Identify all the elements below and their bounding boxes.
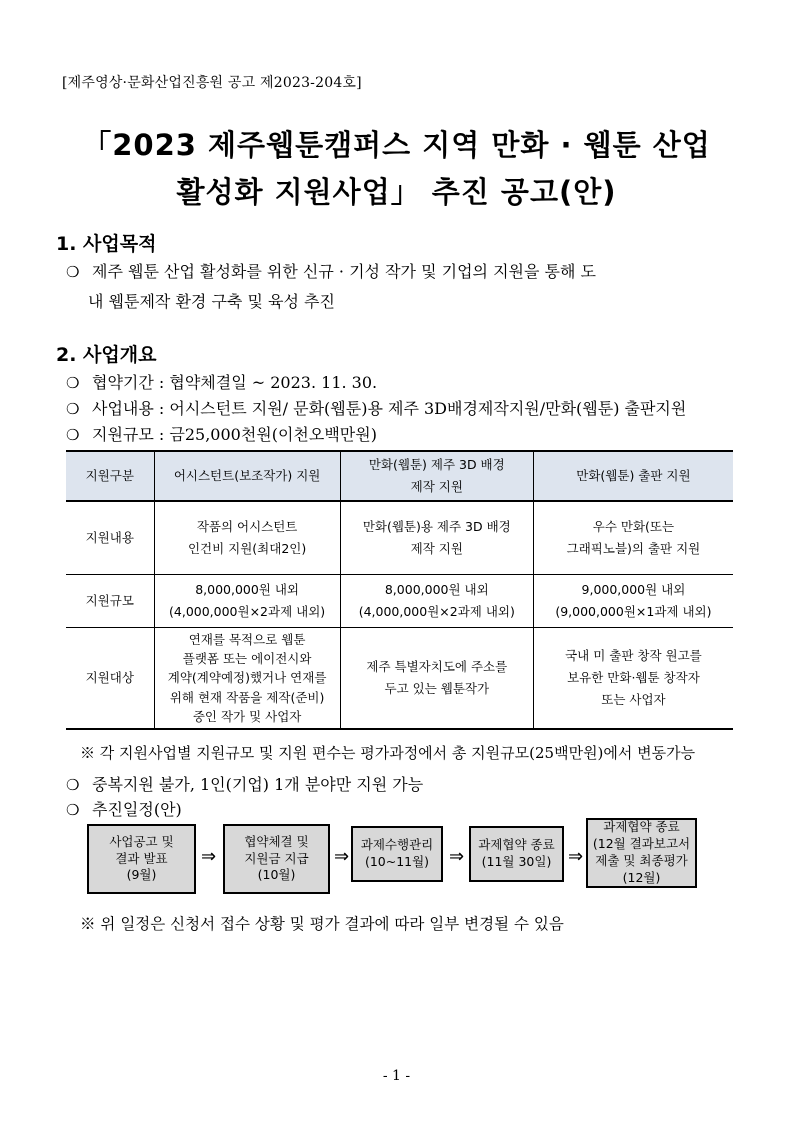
table-cell: 국내 미 출판 창작 원고를 보유한 만화·웹툰 창작자 또는 사업자: [533, 628, 733, 730]
section1-text-line1: 제주 웹툰 산업 활성화를 위한 신규 · 기성 작가 및 기업의 지원을 통해 도: [92, 262, 596, 281]
circle-bullet-icon: ❍: [66, 801, 80, 819]
support-table: [66, 450, 733, 730]
section1-bullet: [66, 259, 596, 282]
duplicate-support-text: 중복지원 불가, 1인(기업) 1개 분야만 지원 가능: [92, 775, 424, 794]
right-double-arrow-icon: ⇒: [201, 846, 217, 867]
overview-bullet-scale: [66, 422, 377, 445]
page-title-line1: 「2023 제주웹툰캠퍼스 지역 만화 · 웹툰 산업: [82, 128, 711, 162]
circle-bullet-icon: ❍: [66, 400, 80, 418]
overview-content-text: 사업내용 : 어시스턴트 지원/ 문화(웹툰)용 제주 3D배경제작지원/만화(웹툰) 출판지원: [92, 399, 687, 418]
schedule-step-agreement: 협약체결 및 지원금 지급 (10월): [223, 824, 330, 894]
table-row: [66, 628, 733, 730]
table-header-cell: 어시스턴트(보조작가) 지원: [154, 451, 340, 501]
table-header-cell: 만화(웹툰) 제주 3D 배경 제작 지원: [340, 451, 533, 501]
table-cell: 9,000,000원 내외 (9,000,000원×1과제 내외): [533, 575, 733, 628]
circle-bullet-icon: ❍: [66, 374, 80, 392]
schedule-step-management: 과제수행관리 (10~11월): [351, 826, 443, 882]
section1-text-line2: 내 웹툰제작 환경 구축 및 육성 추진: [88, 292, 335, 311]
table-cell: 작품의 어시스턴트 인건비 지원(최대2인): [154, 501, 340, 575]
table-cell: 연재를 목적으로 웹툰 플랫폼 또는 에이전시와 계약(계약예정)했거나 연재를 위해 현재 작품을 제작(준비) 중인 작가 및 사업자: [154, 628, 340, 730]
circle-bullet-icon: ❍: [66, 263, 80, 281]
table-row-label: 지원규모: [66, 575, 154, 628]
table-cell: 8,000,000원 내외 (4,000,000원×2과제 내외): [154, 575, 340, 628]
table-header-cell: 지원구분: [66, 451, 154, 501]
page-title-line2: 활성화 지원사업」 추진 공고(안): [176, 175, 617, 209]
schedule-step-final-evaluation: 과제협약 종료 (12월 결과보고서 제출 및 최종평가 (12월): [586, 818, 697, 888]
right-double-arrow-icon: ⇒: [568, 846, 584, 867]
circle-bullet-icon: ❍: [66, 426, 80, 444]
table-cell: 만화(웹툰)용 제주 3D 배경 제작 지원: [340, 501, 533, 575]
table-cell: 우수 만화(또는 그래픽노블)의 출판 지원: [533, 501, 733, 575]
right-double-arrow-icon: ⇒: [449, 846, 465, 867]
table-header-row: [66, 451, 733, 501]
section1-heading: 1. 사업목적: [56, 233, 157, 255]
table-cell: 8,000,000원 내외 (4,000,000원×2과제 내외): [340, 575, 533, 628]
schedule-note: ※ 위 일정은 신청서 접수 상황 및 평가 결과에 따라 일부 변경될 수 있음: [80, 915, 564, 933]
table-header-cell: 만화(웹툰) 출판 지원: [533, 451, 733, 501]
table-note: ※ 각 지원사업별 지원규모 및 지원 편수는 평가과정에서 총 지원규모(25백만원)에서 변동가능: [80, 744, 696, 762]
schedule-bullet: [66, 797, 182, 820]
table-row: [66, 501, 733, 575]
duplicate-support-bullet: [66, 772, 423, 795]
schedule-step-completion: 과제협약 종료 (11월 30일): [469, 826, 564, 882]
overview-bullet-period: [66, 370, 377, 393]
table-row: [66, 575, 733, 628]
schedule-step-announcement: 사업공고 및 결과 발표 (9월): [87, 824, 196, 894]
right-double-arrow-icon: ⇒: [334, 846, 350, 867]
overview-bullet-content: [66, 396, 686, 419]
section2-heading: 2. 사업개요: [56, 344, 157, 366]
overview-period-text: 협약기간 : 협약체결일 ~ 2023. 11. 30.: [92, 373, 378, 392]
overview-scale-text: 지원규모 : 금25,000천원(이천오백만원): [92, 425, 377, 444]
schedule-heading-text: 추진일정(안): [92, 800, 182, 819]
notice-number: [제주영상·문화산업진흥원 공고 제2023-204호]: [62, 75, 362, 91]
page-number: - 1 -: [382, 1068, 411, 1084]
table-row-label: 지원대상: [66, 628, 154, 730]
table-cell: 제주 특별자치도에 주소를 두고 있는 웹툰작가: [340, 628, 533, 730]
circle-bullet-icon: ❍: [66, 776, 80, 794]
table-row-label: 지원내용: [66, 501, 154, 575]
